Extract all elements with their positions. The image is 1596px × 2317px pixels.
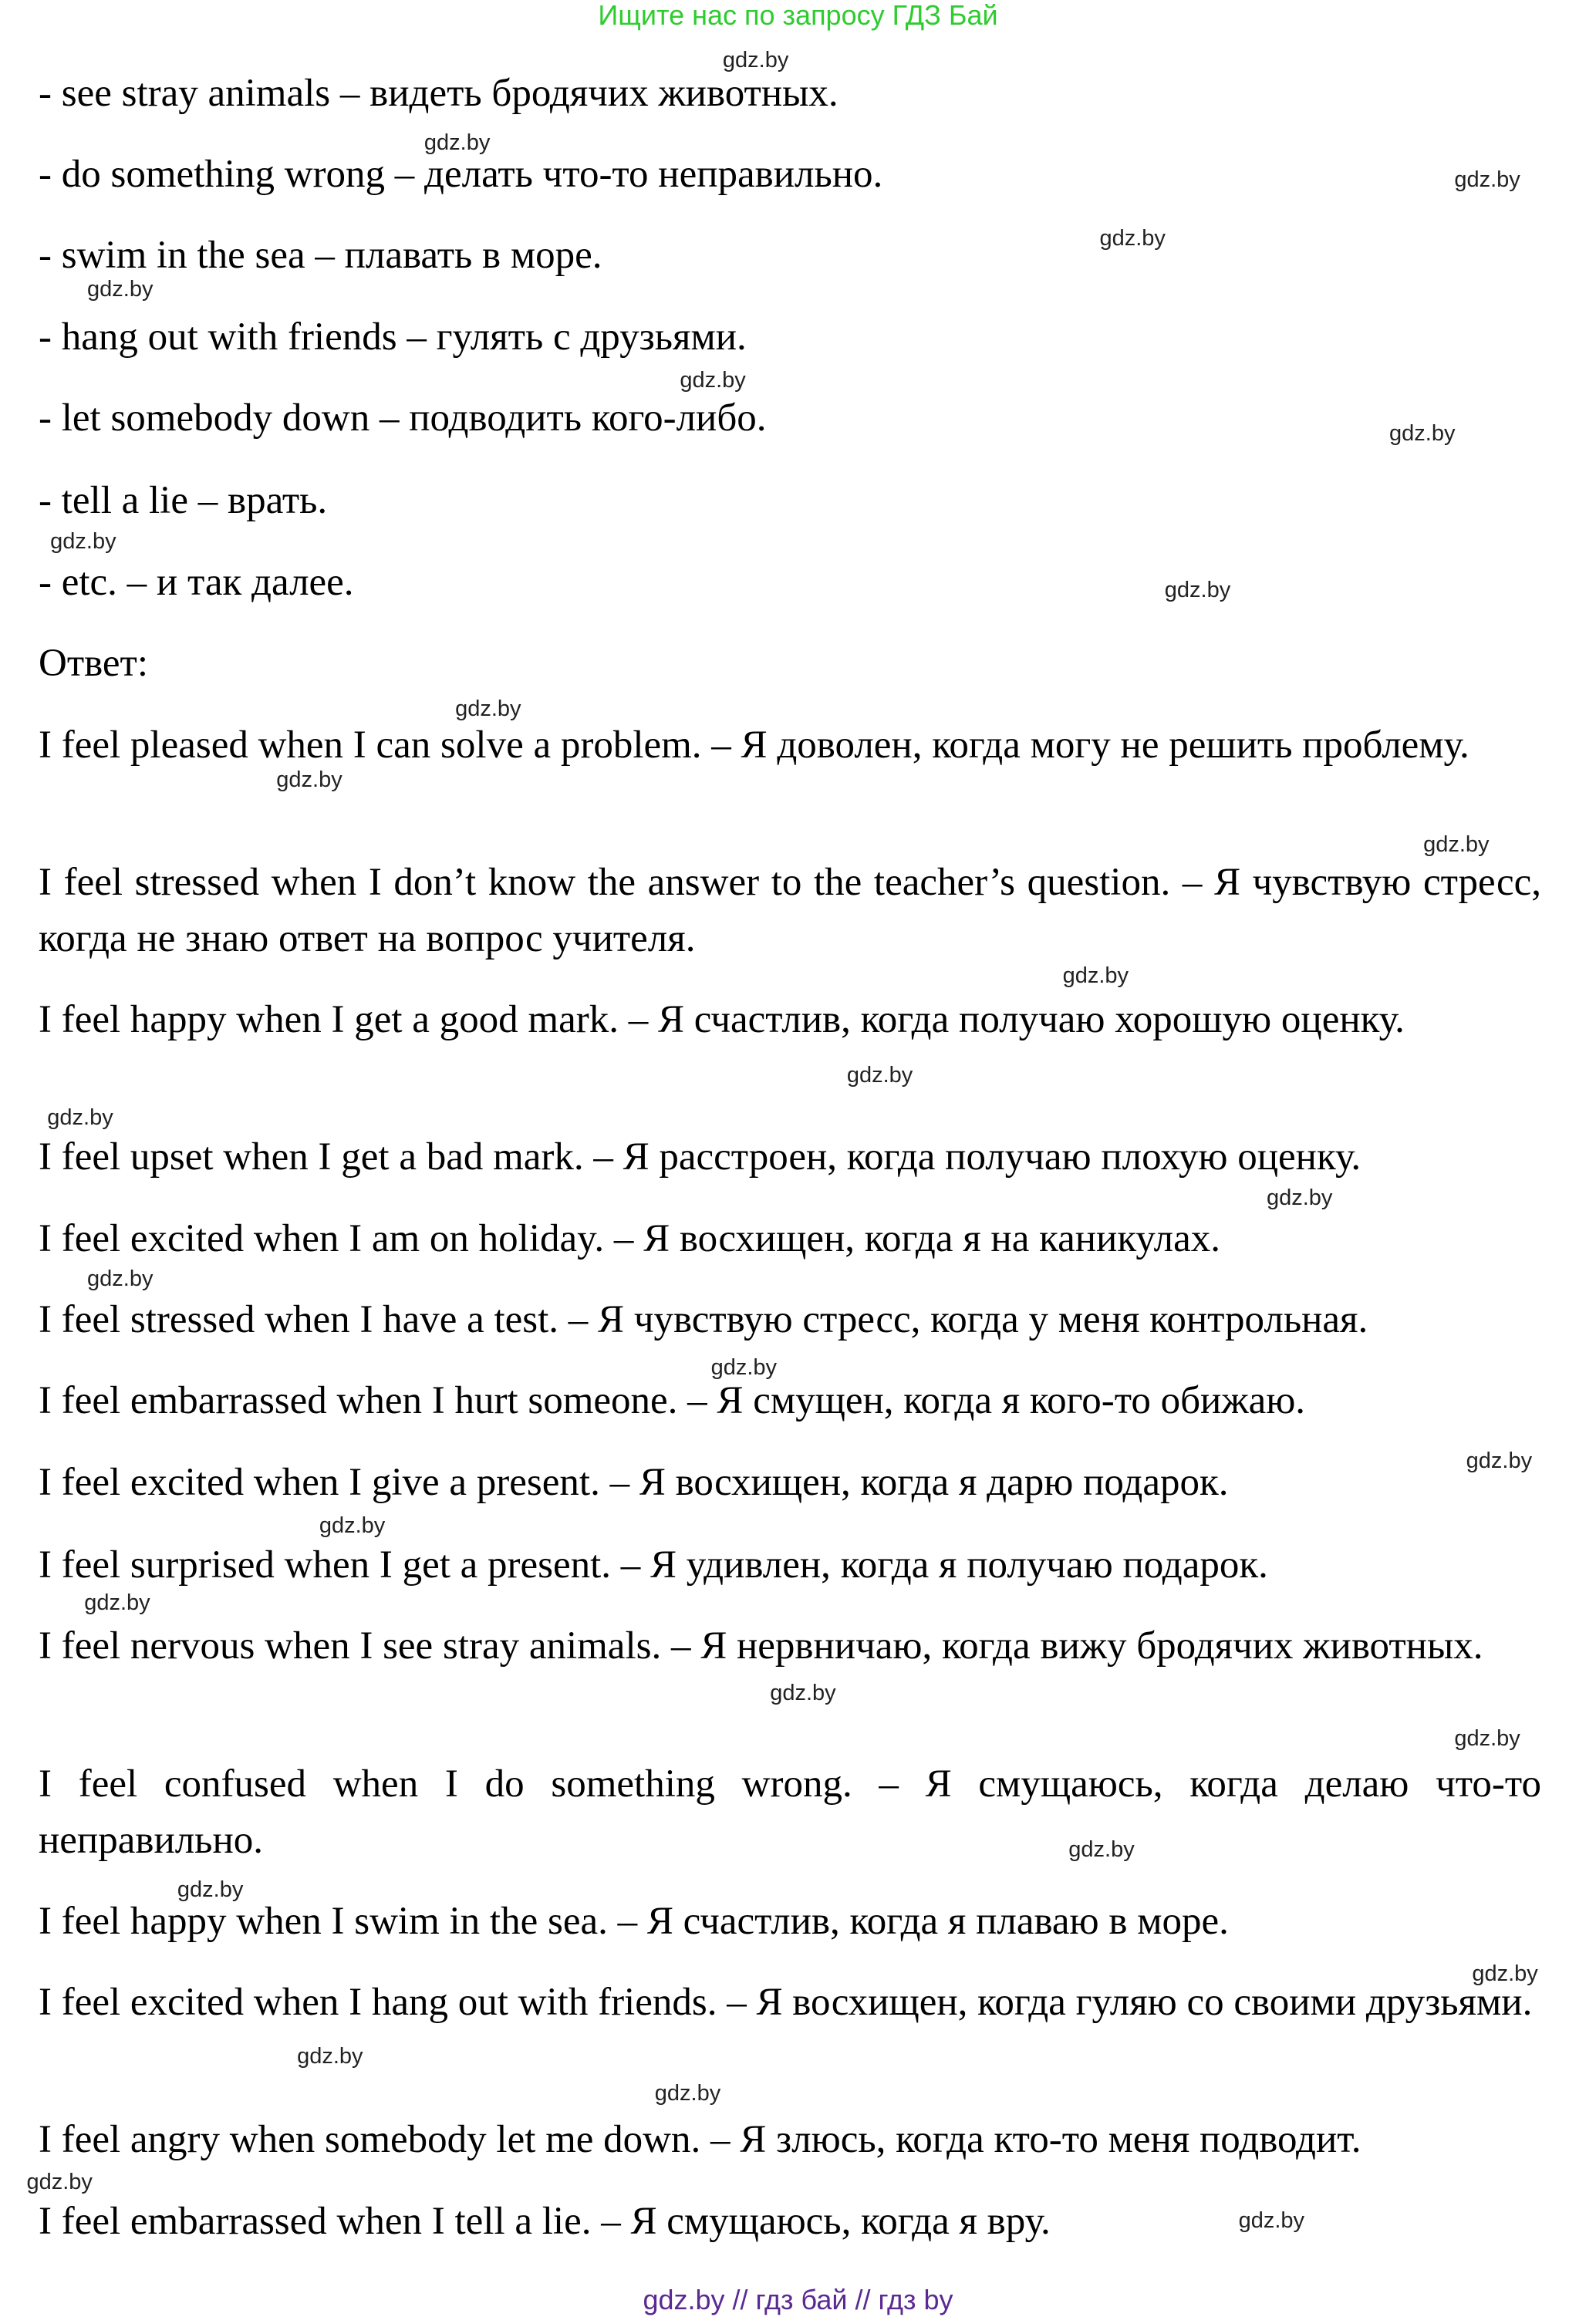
vocab-item: - hang out with friends – гулять с друзьями. bbox=[39, 315, 747, 359]
vocab-item: - let somebody down – подводить кого-либо. bbox=[39, 396, 767, 440]
watermark: gdz.by bbox=[1164, 578, 1231, 603]
answer-sentence: I feel upset when I get a bad mark. – Я расстроен, когда получаю плохую оценку. bbox=[39, 1135, 1361, 1179]
vocab-item: - etc. – и так далее. bbox=[39, 560, 354, 604]
answer-sentence: I feel excited when I give a present. – Я восхищен, когда я дарю подарок. bbox=[39, 1460, 1229, 1504]
answer-sentence: I feel nervous when I see stray animals. – Я нервничаю, когда вижу бродячих животных. bbox=[39, 1624, 1483, 1668]
answer-sentence: I feel happy when I get a good mark. – Я счастлив, когда получаю хорошую оценку. bbox=[39, 997, 1405, 1041]
answer-sentence: I feel stressed when I have a test. – Я чувствую стресс, когда у меня контрольная. bbox=[39, 1297, 1368, 1341]
watermark: gdz.by bbox=[87, 276, 154, 302]
watermark: gdz.by bbox=[722, 47, 789, 73]
answer-sentence: I feel excited when I hang out with friends. – Я восхищен, когда гуляю со своими друзьями. bbox=[39, 1981, 1533, 2025]
answer-sentence: I feel stressed when I don’t know the answer to the teacher’s question. – Я чувствую стресс, когда не знаю ответ на вопрос учителя. bbox=[39, 860, 1541, 960]
vocab-item: - tell a lie – врать. bbox=[39, 479, 328, 523]
watermark: gdz.by bbox=[84, 1590, 150, 1615]
watermark: gdz.by bbox=[1238, 2207, 1305, 2233]
answer-sentence: I feel embarrassed when I hurt someone. – Я смущен, когда я кого-то обижаю. bbox=[39, 1379, 1306, 1423]
watermark: gdz.by bbox=[276, 767, 342, 792]
watermark: gdz.by bbox=[455, 696, 521, 721]
vocab-item: - swim in the sea – плавать в море. bbox=[39, 234, 602, 278]
answer-sentence: I feel happy when I swim in the sea. – Я счастлив, когда я плаваю в море. bbox=[39, 1899, 1229, 1943]
search-banner: Ищите нас по запросу ГДЗ Бай bbox=[598, 0, 998, 31]
vocab-item: - do something wrong – делать что-то неправильно. bbox=[39, 153, 883, 196]
answer-sentence: I feel angry when somebody let me down. – Я злюсь, когда кто-то меня подводит. bbox=[39, 2118, 1361, 2162]
watermark: gdz.by bbox=[1062, 963, 1129, 989]
watermark: gdz.by bbox=[319, 1513, 386, 1539]
answer-sentence: I feel confused when I do something wrong. – Я смущаюсь, когда делаю что-то неправильно. bbox=[39, 1762, 1541, 1862]
watermark: gdz.by bbox=[50, 529, 116, 555]
answer-label: Ответ: bbox=[39, 642, 148, 686]
answer-sentence: I feel pleased when I can solve a problem. – Я доволен, когда могу не решить проблему. bbox=[39, 723, 1469, 767]
watermark: gdz.by bbox=[87, 1266, 154, 1292]
vocab-item: - see stray animals – видеть бродячих животных. bbox=[39, 71, 838, 115]
answer-sentence: I feel embarrassed when I tell a lie. – Я смущаюсь, когда я вру. bbox=[39, 2199, 1051, 2243]
watermark: gdz.by bbox=[1068, 1836, 1135, 1862]
footer-links: gdz.by // гдз бай // гдз by bbox=[643, 2284, 953, 2315]
answer-sentence: I feel surprised when I get a present. – Я удивлен, когда я получаю подарок. bbox=[39, 1543, 1268, 1587]
watermark: gdz.by bbox=[1266, 1185, 1333, 1210]
watermark: gdz.by bbox=[177, 1877, 244, 1902]
watermark: gdz.by bbox=[1454, 167, 1520, 192]
answer-sentence: I feel excited when I am on holiday. – Я восхищен, когда я на каникулах. bbox=[39, 1216, 1220, 1260]
watermark: gdz.by bbox=[1466, 1448, 1533, 1473]
watermark: gdz.by bbox=[1389, 421, 1456, 447]
watermark: gdz.by bbox=[1454, 1726, 1520, 1752]
watermark: gdz.by bbox=[47, 1105, 113, 1131]
watermark: gdz.by bbox=[1423, 831, 1490, 857]
watermark: gdz.by bbox=[297, 2044, 363, 2069]
watermark: gdz.by bbox=[846, 1062, 913, 1088]
watermark: gdz.by bbox=[26, 2169, 93, 2194]
watermark: gdz.by bbox=[423, 130, 491, 155]
watermark: gdz.by bbox=[1099, 226, 1166, 251]
watermark: gdz.by bbox=[770, 1680, 836, 1705]
watermark: gdz.by bbox=[710, 1355, 778, 1381]
watermark: gdz.by bbox=[654, 2080, 721, 2106]
watermark: gdz.by bbox=[680, 368, 746, 393]
watermark: gdz.by bbox=[1472, 1961, 1538, 1986]
